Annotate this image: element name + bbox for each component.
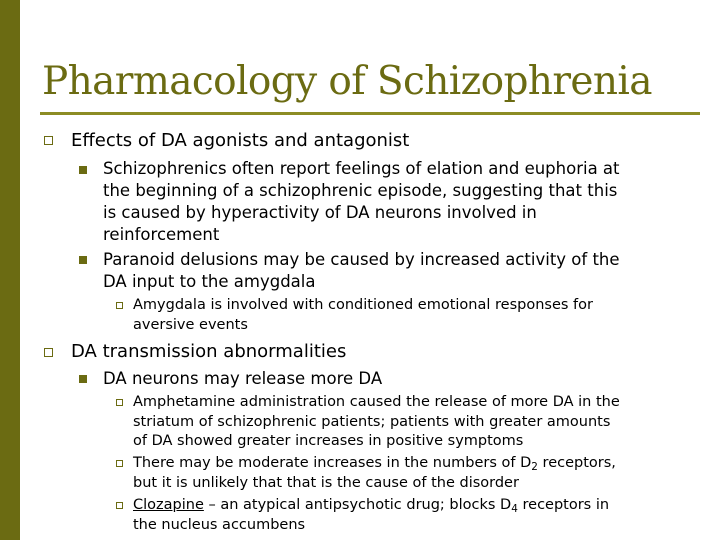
slide-title: Pharmacology of Schizophrenia [42,59,652,104]
hollow-square-icon [116,399,123,406]
subpoint-line: Amphetamine administration caused the release of more DA in the [133,394,620,410]
subpoint-text: There may be moderate increases in the numbers of D [133,455,532,471]
subpoint-d2-receptors [133,454,616,493]
subpoint-line: striatum of schizophrenic patients; patients with greater amounts [133,413,611,430]
point-da-release [103,368,382,390]
hollow-square-icon [44,136,53,145]
section-heading-text: Effects of DA agonists and antagonist [71,130,410,151]
section-heading-da-transmission [71,341,346,363]
point-line: the beginning of a schizophrenic episode, suggesting that this [103,181,618,200]
subpoint-line: aversive events [133,316,248,333]
subpoint-amphetamine [133,393,620,452]
subpoint-text: receptors in [517,497,610,513]
filled-square-icon [79,375,87,383]
point-paranoid-delusions [103,249,620,293]
subpoint-line [133,496,609,516]
filled-square-icon [79,256,87,264]
subpoint-line: the nucleus accumbens [133,516,306,533]
point-line: is caused by hyperactivity of DA neurons involved in [103,203,537,222]
hollow-square-icon [116,502,123,509]
point-line: DA input to the amygdala [103,272,316,291]
filled-square-icon [79,166,87,174]
subpoint-clozapine [133,496,609,535]
section-heading-text: DA transmission abnormalities [71,341,347,362]
left-accent-bar [0,0,20,540]
subpoint-text: – an atypical antipsychotic drug; blocks D [203,497,512,513]
title-underline-rule [40,112,700,115]
subscript: 2 [531,461,538,473]
hollow-square-icon [44,348,53,357]
point-line: reinforcement [103,225,220,244]
subpoint-line: of DA showed greater increases in positive symptoms [133,433,524,449]
point-line: DA neurons may release more DA [103,369,383,388]
point-line: Paranoid delusions may be caused by increased activity of the [103,250,620,269]
subpoint-line: but it is unlikely that that is the cause of the disorder [133,474,519,491]
drug-name-clozapine: Clozapine [133,497,204,513]
subpoint-line: Amygdala is involved with conditioned emotional responses for [133,297,593,313]
subpoint-text: receptors, [537,455,616,471]
hollow-square-icon [116,460,123,467]
subpoint-line [133,454,616,474]
subpoint-amygdala [133,296,593,335]
point-line: Schizophrenics often report feelings of elation and euphoria at [103,159,620,178]
hollow-square-icon [116,302,123,309]
section-heading-da-agonists [71,130,409,152]
point-elation-euphoria [103,158,620,246]
subscript: 4 [511,503,518,515]
